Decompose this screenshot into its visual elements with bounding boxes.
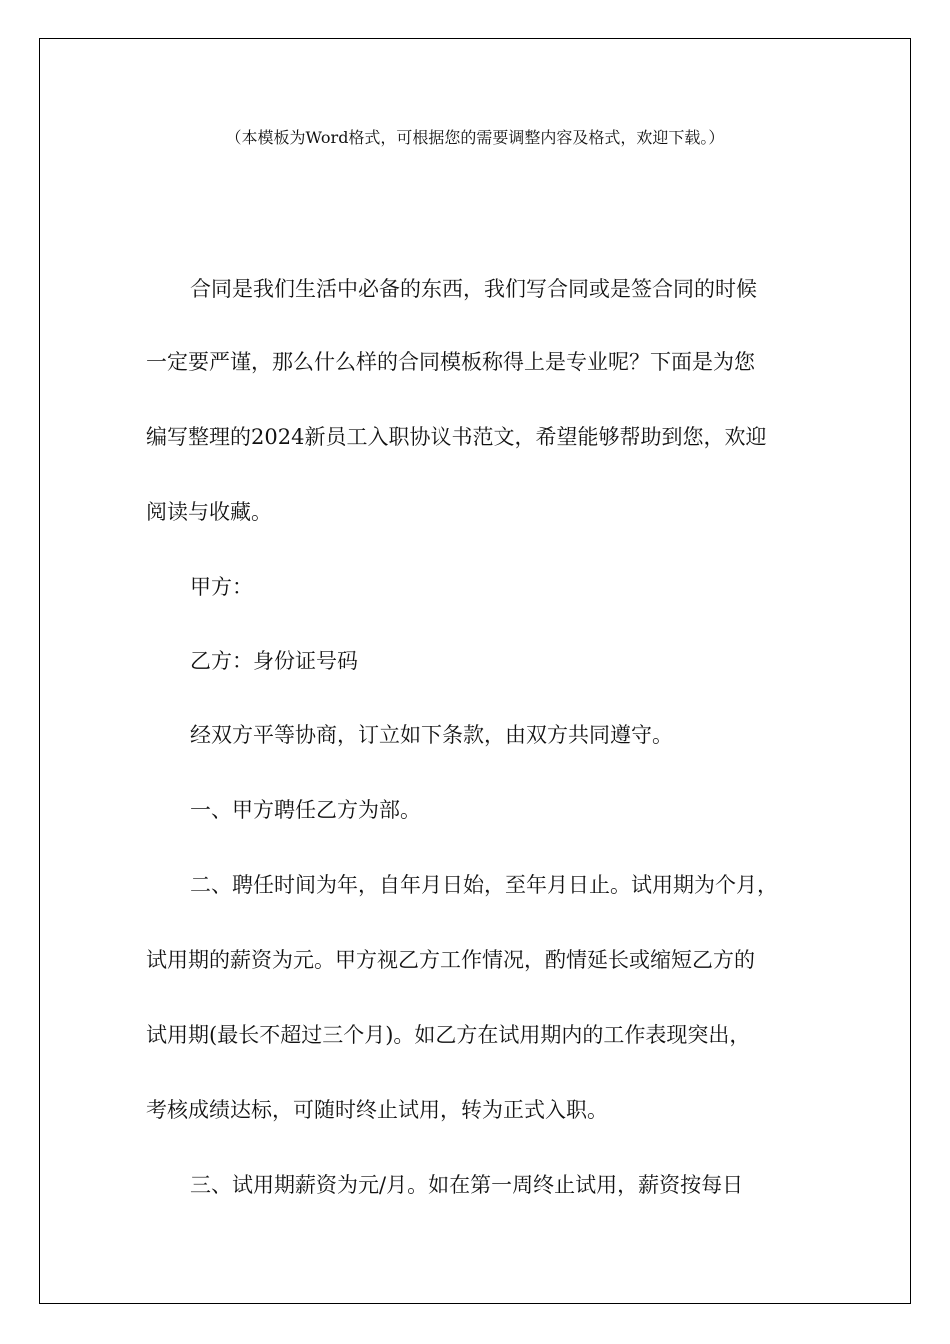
party-a-line: 甲方： [190, 575, 253, 599]
clause-2-line-2: 试用期的薪资为元。甲方视乙方工作情况，酌情延长或缩短乙方的 [146, 948, 755, 972]
agreement-intro-line: 经双方平等协商，订立如下条款，由双方共同遵守。 [190, 723, 673, 747]
paragraph-line-2: 一定要严谨，那么什么样的合同模板称得上是专业呢？下面是为您 [146, 350, 755, 374]
clause-3-line-1: 三、试用期薪资为元/月。如在第一周终止试用，薪资按每日 [190, 1173, 744, 1197]
clause-2-line-4: 考核成绩达标，可随时终止试用，转为正式入职。 [146, 1098, 608, 1122]
paragraph-line-1: 合同是我们生活中必备的东西，我们写合同或是签合同的时候 [190, 277, 757, 301]
party-b-line: 乙方：身份证号码 [190, 649, 358, 673]
paragraph-line-3: 编写整理的2024新员工入职协议书范文，希望能够帮助到您，欢迎 [146, 425, 767, 449]
template-note: （本模板为Word格式，可根据您的需要调整内容及格式，欢迎下载。） [225, 128, 725, 147]
clause-2-line-3: 试用期(最长不超过三个月)。如乙方在试用期内的工作表现突出， [146, 1023, 751, 1047]
clause-1-line: 一、甲方聘任乙方为部。 [190, 798, 421, 822]
clause-2-line-1: 二、聘任时间为年，自年月日始，至年月日止。试用期为个月， [190, 873, 778, 897]
paragraph-line-4: 阅读与收藏。 [146, 500, 272, 524]
